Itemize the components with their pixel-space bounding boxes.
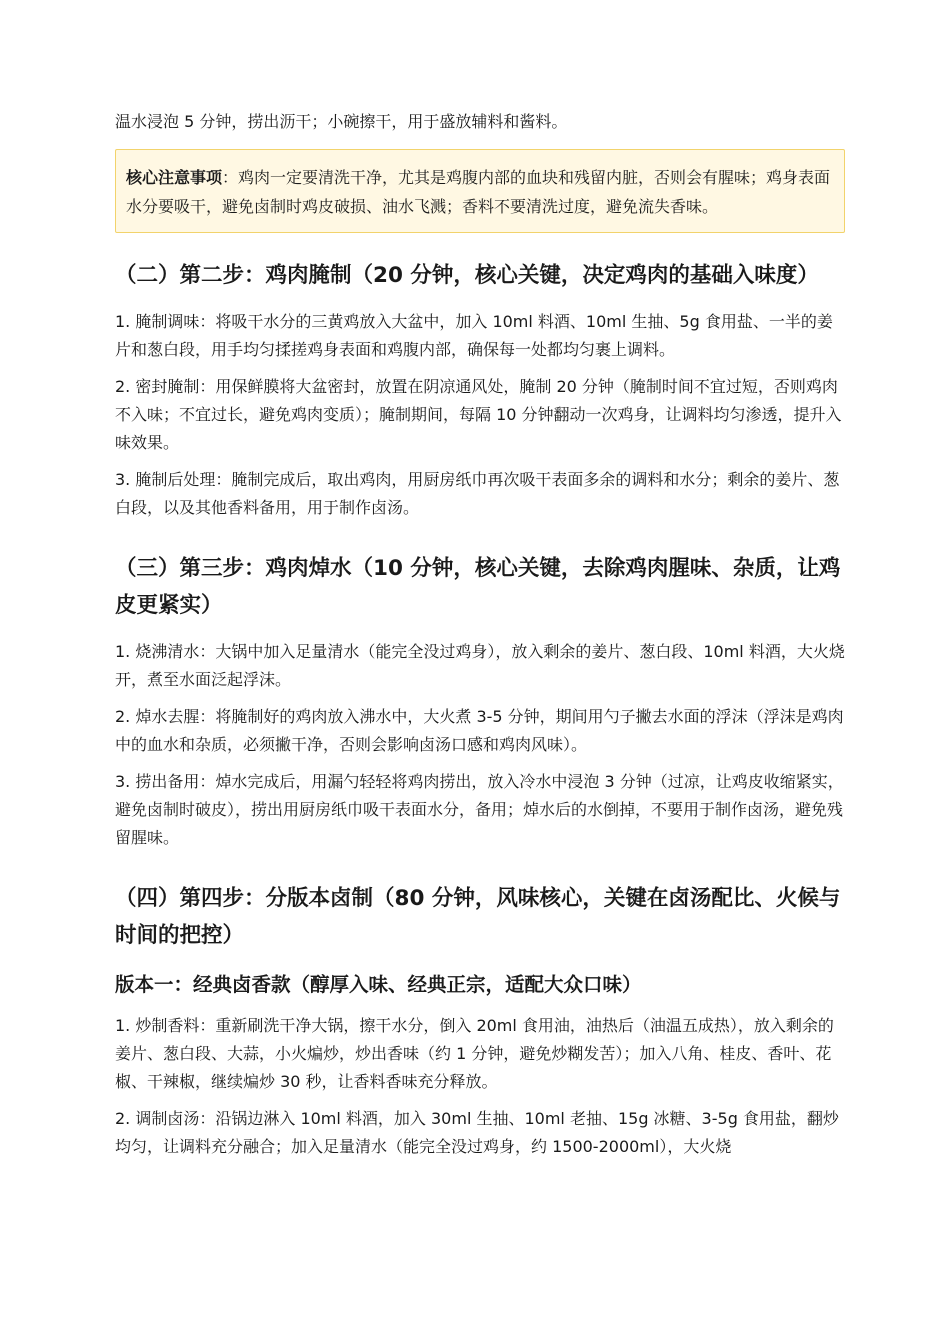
- intro-paragraph: 温水浸泡 5 分钟，捞出沥干；小碗擦干，用于盛放辅料和酱料。: [115, 112, 568, 131]
- key-notes-body: ：鸡肉一定要清洗干净，尤其是鸡腹内部的血块和残留内脏，否则会有腥味；鸡身表面水分要吸干，避免卤制时鸡皮破损、油水飞溅；香料不要清洗过度，避免流失香味。: [126, 168, 831, 216]
- section-2-heading: （二）第二步：鸡肉腌制（20 分钟，核心关键，决定鸡肉的基础入味度）: [115, 263, 819, 288]
- section-2-step-2: 2. 密封腌制：用保鲜膜将大盆密封，放置在阴凉通风处，腌制 20 分钟（腌制时间不宜过短，否则鸡肉不入味；不宜过长，避免鸡肉变质）；腌制期间，每隔 10 分钟翻动一次鸡身，让调料均匀渗透，提升入味效果。: [115, 377, 842, 452]
- section-3-step-2: 2. 焯水去腥：将腌制好的鸡肉放入沸水中，大火煮 3-5 分钟，期间用勺子撇去水面的浮沫（浮沫是鸡肉中的血水和杂质，必须撇干净，否则会影响卤汤口感和鸡肉风味）。: [115, 707, 844, 754]
- section-4-step-1: 1. 炒制香料：重新刷洗干净大锅，擦干水分，倒入 20ml 食用油，油热后（油温五成热），放入剩余的姜片、葱白段、大蒜，小火煸炒，炒出香味（约 1 分钟，避免炒糊发苦）；加入八角、桂皮、香叶、花椒、干辣椒，继续煸炒 30 秒，让香料香味充分释放。: [115, 1016, 834, 1091]
- key-notes-label: 核心注意事项: [126, 168, 223, 187]
- section-4-heading: （四）第四步：分版本卤制（80 分钟，风味核心，关键在卤汤配比、火候与时间的把控）: [115, 886, 841, 948]
- version-1-subheading: 版本一：经典卤香款（醇厚入味、经典正宗，适配大众口味）: [115, 973, 642, 996]
- section-3-step-3: 3. 捞出备用：焯水完成后，用漏勺轻轻将鸡肉捞出，放入冷水中浸泡 3 分钟（过凉，让鸡皮收缩紧实，避免卤制时破皮），捞出用厨房纸巾吸干表面水分，备用；焯水后的水倒掉，不要用于制作卤汤，避免残留腥味。: [115, 772, 844, 847]
- section-3-step-1: 1. 烧沸清水：大锅中加入足量清水（能完全没过鸡身），放入剩余的姜片、葱白段、10ml 料酒，大火烧开，煮至水面泛起浮沫。: [115, 642, 845, 689]
- section-3-heading: （三）第三步：鸡肉焯水（10 分钟，核心关键，去除鸡肉腥味、杂质，让鸡皮更紧实）: [115, 556, 841, 618]
- document-page: [115, 108, 845, 1170]
- section-2-step-3: 3. 腌制后处理：腌制完成后，取出鸡肉，用厨房纸巾再次吸干表面多余的调料和水分；剩余的姜片、葱白段，以及其他香料备用，用于制作卤汤。: [115, 470, 840, 517]
- key-notes-text: [126, 163, 834, 221]
- key-notes-callout: [115, 149, 845, 233]
- section-2-step-1: 1. 腌制调味：将吸干水分的三黄鸡放入大盆中，加入 10ml 料酒、10ml 生抽、5g 食用盐、一半的姜片和葱白段，用手均匀揉搓鸡身表面和鸡腹内部，确保每一处都均匀裹上调料。: [115, 312, 833, 359]
- section-4-step-2: 2. 调制卤汤：沿锅边淋入 10ml 料酒，加入 30ml 生抽、10ml 老抽、15g 冰糖、3-5g 食用盐，翻炒均匀，让调料充分融合；加入足量清水（能完全没过鸡身，约 1500-2000ml），大火烧: [115, 1109, 839, 1156]
